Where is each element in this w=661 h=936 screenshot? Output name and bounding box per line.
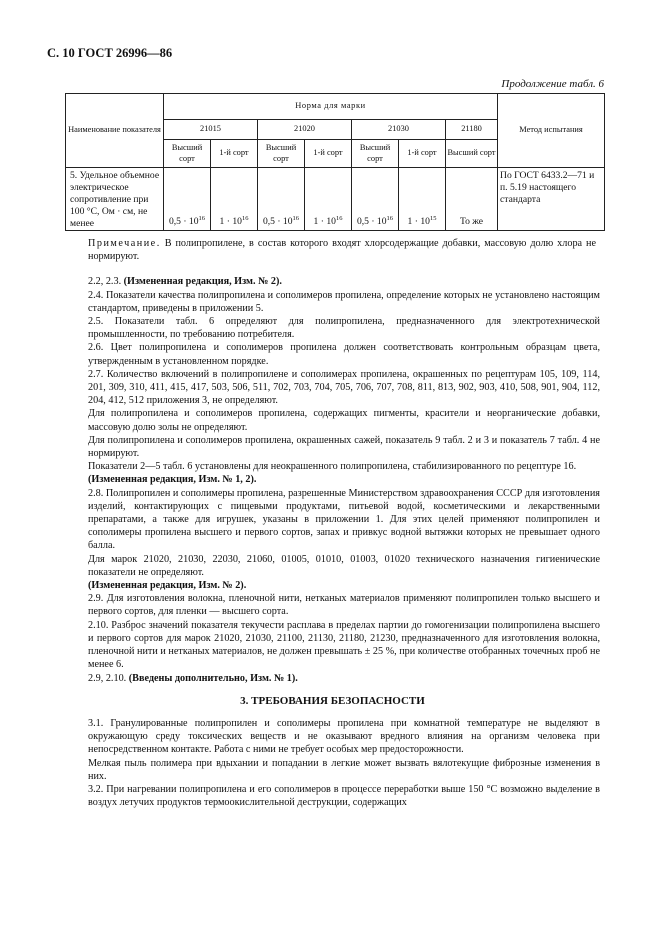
table-continuation-label: Продолжение табл. 6 [501, 78, 604, 90]
grade-21015: 21015 [164, 120, 258, 140]
para-ash: Для полипропилена и сополимеров пропилена, содержащих пигменты, красители и неорганические добавки, массовую долю золы не определяют. [88, 408, 600, 433]
col-norm-header: Норма для марки [164, 94, 498, 120]
para-3-2: 3.2. При нагревании полипропилена и его сополимеров в процессе переработки выше 150 °С возможно выделение в воздух летучих продуктов термоокислительной деструкции, содержащих [88, 783, 600, 809]
sort-high: Высший сорт [446, 140, 498, 168]
table-note: Примечание. В полипропилене, в состав которого входят хлорсодержащие добавки, массовую долю хлора не нормируют. [88, 238, 597, 263]
value-cell: $1 \cdot 10^{15}$ [399, 168, 446, 231]
row-method: По ГОСТ 6433.2—71 и п. 5.19 настоящего стандарта [498, 168, 605, 231]
para-2-5: 2.5. Показатели табл. 6 определяют для полипропилена, предназначенного для электротехнической промышленности, по требованию потребителя. [88, 316, 600, 341]
page-header: С. 10 ГОСТ 26996—86 [47, 46, 173, 60]
para-edit-1-2: (Измененная редакция, Изм. № 1, 2). [88, 474, 257, 486]
table-row [66, 168, 605, 231]
grade-21030: 21030 [352, 120, 446, 140]
para-2-6: 2.6. Цвет полипропилена и сополимеров пропилена должен соответствовать контрольным образцам цвета, утвержденным в установленном порядке. [88, 342, 600, 367]
sort-high: Высший сорт [258, 140, 305, 168]
para-2-10: 2.10. Разброс значений показателя текучести расплава в пределах партии до гомогенизации полипропилена высшего и первого сортов для марок 21020, 21030, 21100, 21130, 21180, 21230, предназначенного для изготовления волокна, пленочной нити и нетканых материалов, не должен превышать ± 25 %, при количестве отобранных точечных проб не менее 6. [88, 619, 600, 671]
section-title: 3. ТРЕБОВАНИЯ БЕЗОПАСНОСТИ [240, 694, 425, 707]
sort-high: Высший сорт [164, 140, 211, 168]
para-dust: Мелкая пыль полимера при вдыхании и попадании в легкие может вызвать вялотекущие фиброзные изменения в них. [88, 757, 600, 782]
para-2-4: 2.4. Показатели качества полипропилена и сополимеров пропилена, определение которых не установлено настоящим стандартом, приведены в приложении 5. [88, 289, 600, 314]
value-cell: $0,5 \cdot 10^{16}$ [164, 168, 211, 231]
value-cell: $0,5 \cdot 10^{16}$ [352, 168, 399, 231]
grade-21180: 21180 [446, 120, 498, 140]
sort-first: 1-й сорт [211, 140, 258, 168]
sort-high: Высший сорт [352, 140, 399, 168]
value-cell: $1 \cdot 10^{16}$ [211, 168, 258, 231]
sort-first: 1-й сорт [399, 140, 446, 168]
para-2-7: 2.7. Количество включений в полипропилене и сополимерах пропилена, окрашенных по рецептурам 105, 109, 114, 201, 309, 310, 411, 415, 417, 503, 506, 511, 702, 703, 704, 705, 706, 707, 708, 811, 813, 902, 903, 410, 508, 901, 904, 112, 204, 412, 512 приложения 3, не определяют. [88, 368, 600, 407]
document-body [88, 237, 600, 809]
value-cell: $0,5 \cdot 10^{16}$ [258, 168, 305, 231]
table-6 [65, 93, 605, 231]
para-technical-grades: Для марок 21020, 21030, 22030, 21060, 01005, 01010, 01003, 01020 технического назначения гигиенические показатели не определяют. [88, 553, 600, 578]
value-cell: $1 \cdot 10^{16}$ [305, 168, 352, 231]
value-cell: То же [446, 168, 498, 231]
row-param: 5. Удельное объемное электрическое сопротивление при 100 °С, Ом · см, не менее [66, 168, 164, 231]
para-table6: Показатели 2—5 табл. 6 установлены для неокрашенного полипропилена, стабилизированного по рецептуре 16. [88, 461, 577, 473]
para-2-9: 2.9. Для изготовления волокна, пленочной нити, нетканых материалов применяют полипропилен только высшего и первого сортов, для пленки — высшего сорта. [88, 593, 600, 618]
grade-21020: 21020 [258, 120, 352, 140]
para-2-2: 2.2, 2.3. (Измененная редакция, Изм. № 2). [88, 276, 282, 288]
para-edit-2: (Измененная редакция, Изм. № 2). [88, 580, 247, 592]
col-param-header: Наименование показателя [66, 94, 164, 168]
para-soot: Для полипропилена и сополимеров пропилена, окрашенных сажей, показатель 9 табл. 2 и 3 и показатель 7 табл. 4 не нормируют. [88, 434, 600, 460]
col-method-header: Метод испытания [498, 94, 605, 168]
para-2-8: 2.8. Полипропилен и сополимеры пропилена, разрешенные Министерством здравоохранения СССР для изготовления изделий, контактирующих с пищевыми продуктами, питьевой водой, косметическими и лекарственными препаратами, а также для игрушек, указаны в приложении 1. Для этих целей применяют полипропилен и сополимеры пропилена высшего и первого сортов, запах и привкус водной вытяжки которых не превышает одного балла. [88, 487, 600, 552]
sort-first: 1-й сорт [305, 140, 352, 168]
para-added: 2.9, 2.10. (Введены дополнительно, Изм. № 1). [88, 672, 298, 684]
para-3-1: 3.1. Гранулированные полипропилен и сополимеры пропилена при комнатной температуре не выделяют в окружающую среду токсических веществ и не оказывают вредного влияния на организм человека при непосредственном контакте. Работа с ними не требует особых мер предосторожности. [88, 717, 600, 756]
